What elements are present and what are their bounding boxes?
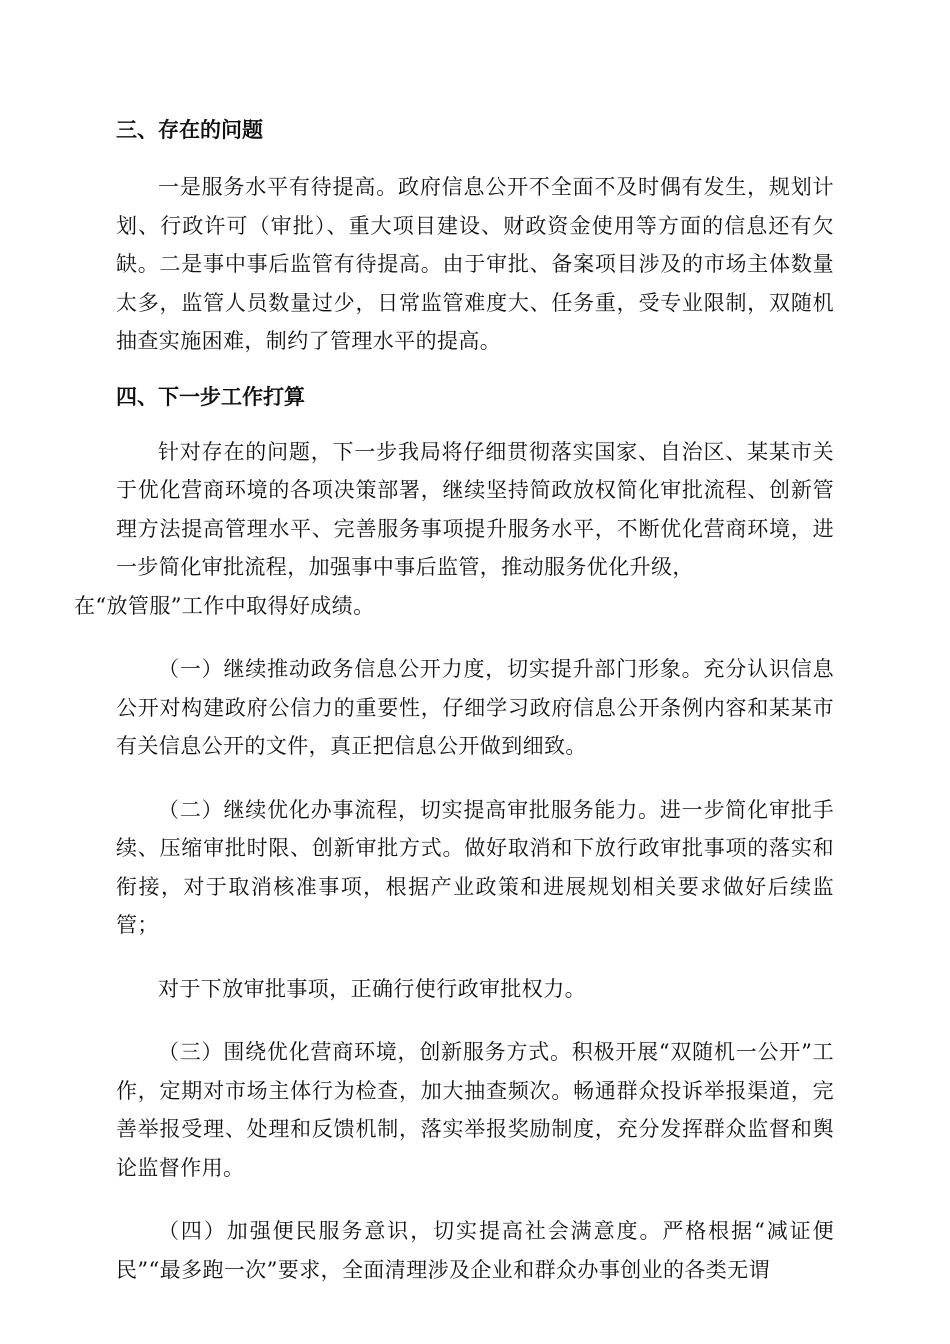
item-2-paragraph: （二）继续优化办事流程，切实提高审批服务能力。进一步简化审批手续、压缩审批时限、创新审批方式。做好取消和下放行政审批事项的落实和衔接，对于取消核准事项，根据产业政策和进展规划相关要求做好后续监管；: [116, 797, 834, 937]
document-page: [74, 110, 834, 1289]
section-heading-next-steps: 四、下一步工作打算: [116, 384, 305, 409]
item-4-paragraph: （四）加强便民服务意识，切实提高社会满意度。严格根据“减证便民”“最多跑一次”要求，全面清理涉及企业和群众办事创业的各类无谓: [116, 1219, 834, 1282]
next-steps-intro-text: 针对存在的问题，下一步我局将仔细贯彻落实国家、自治区、某某市关于优化营商环境的各项决策部署，继续坚持简政放权简化审批流程、创新管理方法提高管理水平、完善服务事项提升服务水平，不断优化营商环境，进一步简化审批流程，加强事中事后监管，推动服务优化升级，: [116, 439, 834, 579]
item-3-paragraph: （三）围绕优化营商环境，创新服务方式。积极开展“双随机一公开”工作，定期对市场主体行为检查，加大抽查频次。畅通群众投诉举报渠道，完善举报受理、处理和反馈机制，落实举报奖励制度，充分发挥群众监督和舆论监督作用。: [116, 1040, 834, 1180]
problems-paragraph: 一是服务水平有待提高。政府信息公开不全面不及时偶有发生，规划计划、行政许可（审批）、重大项目建设、财政资金使用等方面的信息还有欠缺。二是事中事后监管有待提高。由于审批、备案项目涉及的市场主体数量太多，监管人员数量过少，日常监管难度大、任务重，受专业限制，双随机抽查实施困难，制约了管理水平的提高。: [116, 175, 834, 353]
next-steps-intro-paragraph: [74, 433, 834, 626]
item-1-paragraph: （一）继续推动政务信息公开力度，切实提升部门形象。充分认识信息公开对构建政府公信力的重要性，仔细学习政府信息公开条例内容和某某市有关信息公开的文件，真正把信息公开做到细致。: [116, 657, 834, 758]
section-heading-problems: 三、存在的问题: [116, 118, 263, 142]
next-steps-intro-tail: 在“放管服”工作中取得好成绩。: [74, 593, 375, 618]
item-2-continuation: 对于下放审批事项，正确行使行政审批权力。: [158, 976, 586, 1001]
